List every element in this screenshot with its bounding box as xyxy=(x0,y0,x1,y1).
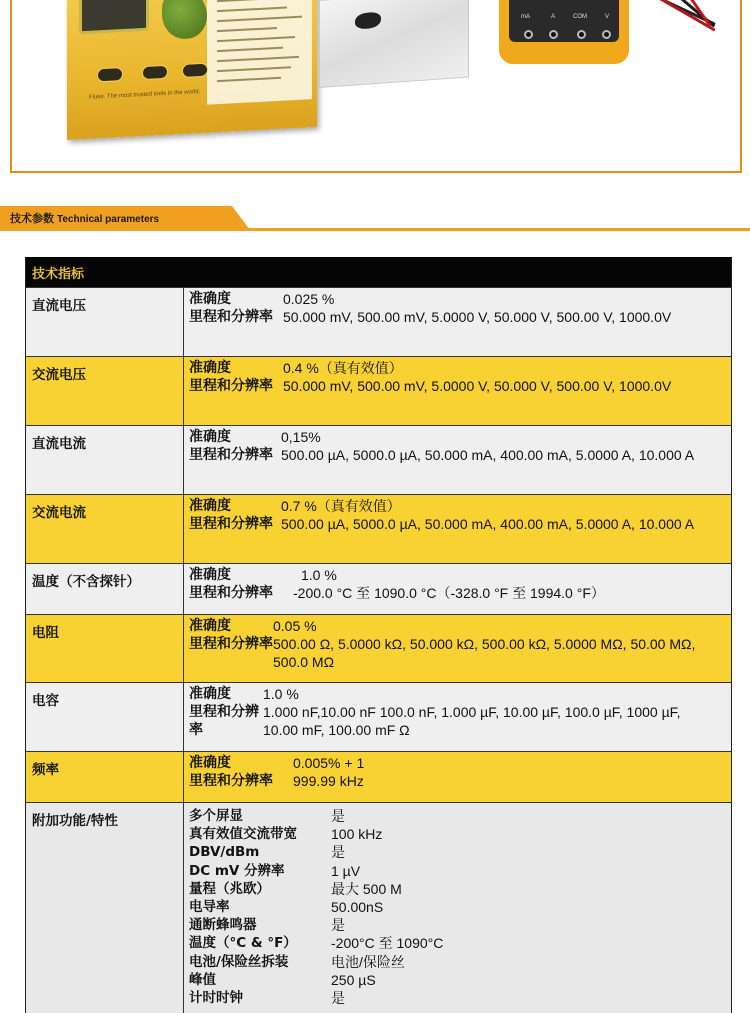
range-label: 里程和分辨率 xyxy=(189,447,273,463)
range-label: 里程和分辨率 xyxy=(189,585,273,601)
spec-row-labels xyxy=(189,359,283,425)
accuracy-value: 0.025 % xyxy=(283,291,335,307)
input-jack xyxy=(602,30,611,39)
accuracy-value: 0.7 %（真有效值） xyxy=(281,498,401,514)
section-title xyxy=(10,210,159,226)
spec-row-title: 交流电压 xyxy=(26,357,184,425)
range-value: 50.000 mV, 500.00 mV, 5.0000 V, 50.000 V, 500.00 V, 1000.0V xyxy=(283,378,672,394)
accuracy-label: 准确度 xyxy=(189,567,231,583)
spec-row-extra-features xyxy=(26,802,731,1013)
accuracy-label: 准确度 xyxy=(189,291,231,307)
spec-row-capacitance xyxy=(26,682,731,751)
feature-item: 电池/保险丝拆装 电池/保险丝 xyxy=(189,953,405,970)
spec-row-labels xyxy=(189,754,293,802)
feature-item: DBV/dBm 是 xyxy=(189,844,345,861)
accuracy-value: 0.4 %（真有效值） xyxy=(283,360,403,376)
spec-row-values xyxy=(281,497,721,563)
feature-item: 真有效值交流带宽 100 kHz xyxy=(189,826,383,843)
spec-row-title: 直流电压 xyxy=(26,288,184,356)
range-value: 500.00 Ω, 5.0000 kΩ, 50.000 kΩ, 500.00 kΩ, 5.0000 MΩ, 50.00 MΩ, 500.0 MΩ xyxy=(273,636,696,670)
range-value: 1.000 nF,10.00 nF 100.0 nF, 1.000 µF, 10.00 µF, 100.0 µF, 1000 µF, 10.00 mF, 100.00 mF Ω xyxy=(263,704,681,738)
bag-part xyxy=(355,12,381,30)
accuracy-value: 0,15% xyxy=(281,429,321,445)
range-value: 50.000 mV, 500.00 mV, 5.0000 V, 50.000 V, 500.00 V, 1000.0V xyxy=(283,309,672,325)
box-badge xyxy=(142,65,168,80)
spec-row-labels xyxy=(189,290,283,356)
section-title-en: Technical parameters xyxy=(57,214,160,225)
accuracy-value: 1.0 % xyxy=(301,567,337,583)
box-badge xyxy=(97,67,123,82)
feature-item: 通断蜂鸣器 是 xyxy=(189,917,345,934)
spec-row-values xyxy=(273,617,718,682)
spec-row-title: 电阻 xyxy=(26,615,184,682)
range-value: 500.00 µA, 5000.0 µA, 50.000 mA, 400.00 mA, 5.0000 A, 10.000 A xyxy=(281,516,695,532)
spec-row-values xyxy=(263,685,713,751)
jack-label: COM xyxy=(573,14,587,20)
product-photo-strip xyxy=(10,0,742,173)
range-label: 里程和分辨率 xyxy=(189,378,273,394)
jack-label: A xyxy=(551,14,556,20)
test-leads-image xyxy=(637,0,727,40)
range-value: 500.00 µA, 5000.0 µA, 50.000 mA, 400.00 mA, 5.0000 A, 10.000 A xyxy=(281,447,695,463)
spec-row-ac-current xyxy=(26,494,731,563)
spec-row-dc-current xyxy=(26,425,731,494)
range-label: 里程和分辨率 xyxy=(189,704,259,738)
section-divider xyxy=(0,228,750,231)
accuracy-value: 1.0 % xyxy=(263,686,299,702)
spec-row-temperature xyxy=(26,563,731,614)
spec-row-labels xyxy=(189,685,263,751)
spec-row-labels xyxy=(189,497,281,563)
accuracy-label: 准确度 xyxy=(189,498,231,514)
spec-row-title: 电容 xyxy=(26,683,184,751)
accuracy-label: 准确度 xyxy=(189,686,231,702)
jack-label: V xyxy=(605,14,610,20)
box-meter-picture xyxy=(79,0,149,34)
spec-row-frequency xyxy=(26,751,731,802)
spec-row-resistance xyxy=(26,614,731,682)
spec-row-title: 温度（不含探针） xyxy=(26,564,184,614)
spec-table xyxy=(25,257,732,1013)
range-label: 里程和分辨率 xyxy=(189,636,273,652)
spec-table-header: 技术指标 xyxy=(26,257,731,287)
box-badge xyxy=(182,63,208,78)
accuracy-label: 准确度 xyxy=(189,360,231,376)
jack-label: mA xyxy=(521,14,530,20)
feature-item: 多个屏显 是 xyxy=(189,808,345,824)
range-label: 里程和分辨率 xyxy=(189,309,273,325)
accuracy-label: 准确度 xyxy=(189,755,231,771)
spec-row-values xyxy=(283,290,713,356)
spec-row-title: 交流电流 xyxy=(26,495,184,563)
spec-row-values xyxy=(281,428,721,494)
box-leaf-picture xyxy=(162,0,207,40)
product-box-image xyxy=(67,0,317,140)
spec-row-labels xyxy=(189,617,273,682)
spec-row-title: 附加功能/特性 xyxy=(26,803,184,1013)
extra-features-list xyxy=(184,803,731,1013)
spec-row-title: 直流电流 xyxy=(26,426,184,494)
spec-row-labels xyxy=(189,566,293,614)
input-jack xyxy=(549,30,558,39)
feature-item: DC mV 分辨率 1 µV xyxy=(189,862,361,879)
spec-row-dc-voltage xyxy=(26,287,731,356)
spec-row-values xyxy=(283,359,713,425)
input-jack xyxy=(524,30,533,39)
accuracy-value: 0.005% + 1 xyxy=(293,755,365,771)
spec-row-title: 频率 xyxy=(26,752,184,802)
spec-row-values xyxy=(293,754,593,802)
range-label: 里程和分辨率 xyxy=(189,773,273,789)
spec-row-ac-voltage xyxy=(26,356,731,425)
feature-item: 温度（°C & °F） -200°C 至 1090°C xyxy=(189,935,444,952)
feature-item: 电导率 50.00nS xyxy=(189,899,384,916)
feature-item: 计时时钟 是 xyxy=(189,990,345,1007)
range-value: 999.99 kHz xyxy=(293,773,364,789)
accuracy-label: 准确度 xyxy=(189,429,231,445)
feature-item: 峰值 250 µS xyxy=(189,971,376,988)
accuracy-label: 准确度 xyxy=(189,618,231,634)
section-header xyxy=(0,206,750,232)
accessory-bag-image xyxy=(319,0,469,88)
box-tagline: Fluke. The most trusted tools in the world. xyxy=(89,89,201,101)
spec-row-values xyxy=(293,566,723,614)
range-value: -200.0 °C 至 1090.0 °C（-328.0 °F 至 1994.0 °F） xyxy=(293,585,605,601)
multimeter-image xyxy=(499,0,629,64)
range-label: 里程和分辨率 xyxy=(189,516,273,532)
feature-item: 量程（兆欧） 最大 500 M xyxy=(189,880,402,897)
spec-row-labels xyxy=(189,428,281,494)
input-jack xyxy=(577,30,586,39)
accuracy-value: 0.05 % xyxy=(273,618,317,634)
section-title-cn: 技术参数 xyxy=(10,212,54,225)
